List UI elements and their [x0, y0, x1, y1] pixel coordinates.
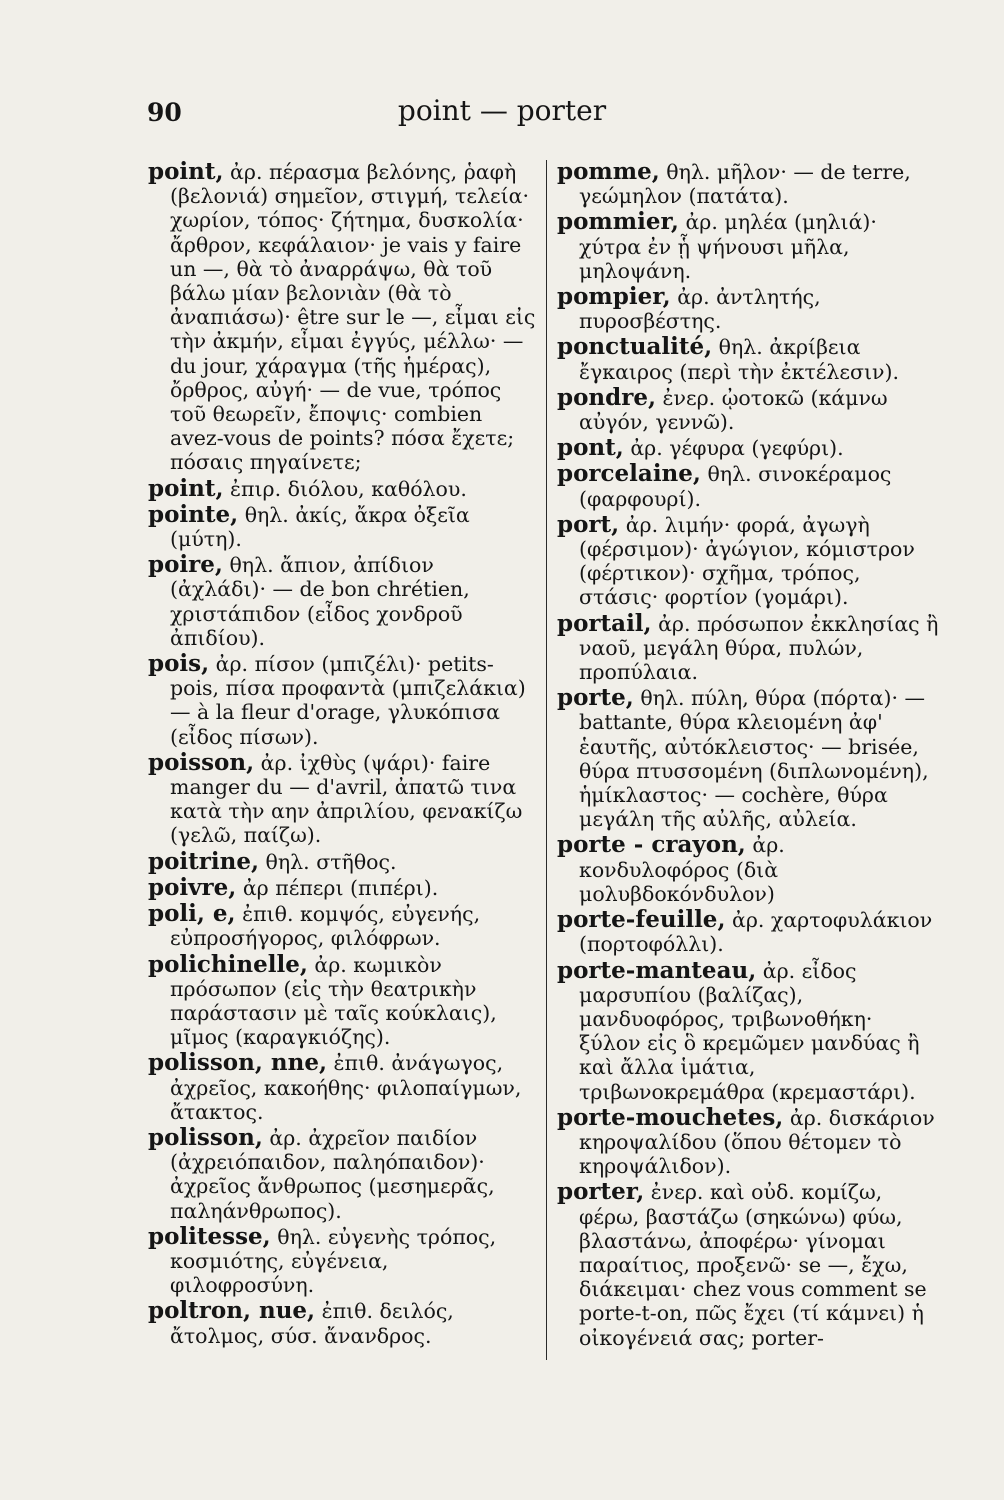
- entry-headword: pommier,: [557, 208, 679, 236]
- entry-definition: ἐπιθ. κομψός, εὐγενής, εὐπροσήγορος, φιλόφρων.: [170, 902, 481, 951]
- entry-headword: polisson,: [148, 1123, 263, 1151]
- dictionary-entry: [148, 748, 536, 848]
- dictionary-entry: [557, 383, 939, 435]
- entry-headword: poli, e,: [148, 900, 236, 928]
- dictionary-entry: [148, 1222, 536, 1298]
- entry-headword: porter,: [557, 1178, 645, 1206]
- page-header: [0, 94, 1004, 134]
- dictionary-entry: [148, 1051, 536, 1124]
- entry-headword: poivre,: [148, 873, 237, 901]
- dictionary-entry: [557, 510, 939, 610]
- entry-definition: θηλ. ἀκρίβεια ἔγκαιρος (περὶ τὴν ἐκτέλεσιν).: [579, 335, 900, 384]
- entry-headword: porcelaine,: [557, 460, 701, 488]
- entry-definition: ἀρ πέπερι (πιπέρι).: [242, 875, 439, 900]
- entry-headword: portail,: [557, 609, 652, 637]
- dictionary-entry: [148, 847, 536, 875]
- dictionary-entry: [148, 950, 536, 1050]
- entry-headword: poitrine,: [148, 847, 260, 875]
- entry-definition: ἀρ. ἀντλητής, πυροσβέστης.: [579, 285, 821, 334]
- dictionary-entry: [557, 1180, 939, 1349]
- entry-headword: ponctualité,: [557, 333, 713, 361]
- page-number: 90: [147, 98, 182, 127]
- entry-headword: poisson,: [148, 748, 255, 776]
- entry-definition: ἀρ. μηλέα (μηλιά)· χύτρα ἐν ᾗ ψήνουσι μῆλα, μηλοψάνη.: [579, 210, 877, 283]
- entry-headword: porte,: [557, 684, 634, 712]
- entry-definition: ἐπιρ. διόλου, καθόλου.: [230, 476, 467, 501]
- entry-headword: pondre,: [557, 383, 656, 411]
- dictionary-entry: [557, 833, 939, 906]
- right-column: [557, 160, 939, 1352]
- entry-headword: port,: [557, 510, 620, 538]
- entry-headword: poltron, nue,: [148, 1297, 316, 1325]
- entry-definition: θηλ. ἄπιον, ἀπίδιον (ἀχλάδι)· — de bon chrétien, χριστάπιδον (εἶδος χονδροῦ ἀπιδίου).: [170, 553, 470, 650]
- entry-headword: porte-manteau,: [557, 956, 757, 984]
- entry-definition: ἀρ. πρόσωπον ἐκκλησίας ἢ ναοῦ, μεγάλη θύρα, πυλών, προπύλαια.: [579, 611, 939, 685]
- dictionary-entry: [148, 1299, 536, 1347]
- entry-definition: θηλ. πύλη, θύρα (πόρτα)· — battante, θύρα κλειομένη ἀφ' ἑαυτῆς, αὐτόκλειστος· — brisée, θύρα πτυσσομένη (διπλωνομένη), ἡμίκλαστος· — cochère, θύρα μεγάλη τῆς αὐλῆς, αὐλεία.: [579, 686, 929, 832]
- entry-definition: ἀρ. κονδυλοφόρος (διὰ μολυβδοκόνδυλον): [579, 833, 785, 906]
- entry-headword: pointe,: [148, 500, 239, 528]
- entry-definition: θηλ. εὐγενὴς τρόπος, κοσμιότης, εὐγένεια, φιλοφροσύνη.: [170, 1224, 497, 1298]
- entry-definition: ἀρ. χαρτοφυλάκιον (πορτοφόλλι).: [579, 908, 933, 957]
- dictionary-entry: [557, 956, 939, 1104]
- dictionary-entry: [557, 210, 939, 283]
- entry-headword: polichinelle,: [148, 950, 308, 978]
- entry-definition: ἐπιθ. δειλός, ἄτολμος, σύσ. ἄνανδρος.: [170, 1299, 454, 1348]
- entry-headword: polisson, nne,: [148, 1049, 327, 1077]
- column-divider: [546, 160, 547, 1360]
- entry-definition: ἀρ. πέρασμα βελόνης, ῥαφὴ (βελονιά) σημεῖον, στιγμή, τελεία· χωρίον, τόπος· ζήτημα, δυσκολία· ἄρθρον, κεφάλαιον· je vais y faire un —, θὰ τὸ ἀναρράψω, θὰ τοῦ βάλω μίαν βελονιὰν (θὰ τὸ ἀναπιάσω)· être sur le —, εἶμαι εἰς τὴν ἀκμήν, εἶμαι ἐγγύς, μέλλω· — du jour, χάραγμα (τῆς ἡμέρας), ὄρθρος, αὐγή· — de vue, τρόπος τοῦ θεωρεῖν, ἔποψις· combien avez-vous de points? πόσα ἔχετε; πόσαις πηγαίνετε;: [170, 160, 536, 475]
- dictionary-entry: [148, 902, 536, 950]
- entry-headword: pois,: [148, 650, 210, 678]
- entry-definition: ἀρ. εἶδος μαρσυπίου (βαλίζας), μανδυοφόρος, τριβωνοθήκη· ξύλον εἰς ὃ κρεμῶμεν μανδύας ἢ καὶ ἄλλα ἱμάτια, τριβωνοκρεμάθρα (κρεμαστάρι).: [579, 958, 920, 1104]
- entry-definition: ἀρ. δισκάριον κηροψαλίδου (ὅπου θέτομεν τὸ κηροψάλιδον).: [579, 1105, 935, 1179]
- running-title: point — porter: [397, 94, 607, 127]
- entry-headword: politesse,: [148, 1222, 271, 1250]
- entry-definition: ἀρ. ἀχρεῖον παιδίον (ἀχρειόπαιδον, παληόπαιδον)· ἀχρεῖος ἄνθρωπος (μεσημερᾶς, παληάνθρωπος).: [170, 1125, 495, 1223]
- entry-definition: ἐνερ. ᾠοτοκῶ (κάμνω αὐγόν, γεννῶ).: [579, 385, 888, 435]
- entry-headword: point,: [148, 158, 224, 185]
- entry-headword: porte-feuille,: [557, 906, 726, 934]
- dictionary-entry: [557, 285, 939, 333]
- dictionary-entry: [148, 652, 536, 749]
- entry-definition: θηλ. σινοκέραμος (φαρφουρί).: [579, 462, 892, 511]
- entry-headword: pont,: [557, 434, 624, 462]
- left-column: [148, 160, 536, 1350]
- entry-headword: pomme,: [557, 158, 660, 185]
- dictionary-entry: [557, 908, 939, 956]
- entry-definition: ἀρ. κωμικὸν πρόσωπον (εἰς τὴν θεατρικὴν παράστασιν μὲ ταῖς κούκλαις), μῖμος (καραγκιόζης).: [170, 952, 497, 1050]
- entry-definition: θηλ. στῆθος.: [265, 849, 397, 874]
- entry-definition: ἐπιθ. ἀνάγωγος, ἀχρεῖος, κακοήθης· φιλοπαίγμων, ἄτακτος.: [170, 1051, 522, 1124]
- dictionary-entry: [557, 335, 939, 383]
- entry-headword: poire,: [148, 551, 223, 579]
- dictionary-entry: [148, 474, 536, 502]
- dictionary-entry: [148, 500, 536, 552]
- dictionary-entry: [557, 1103, 939, 1179]
- dictionary-entry: [557, 160, 939, 208]
- dictionary-entry: [148, 873, 536, 901]
- entry-definition: ἀρ. γέφυρα (γεφύρι).: [630, 436, 844, 461]
- entry-headword: porte - crayon,: [557, 831, 746, 859]
- entry-definition: ἀρ. πίσον (μπιζέλι)· petits-pois, πίσα προφαντὰ (μπιζελάκια) — à la fleur d'orage, γλυκόπισα (εἶδος πίσων).: [170, 652, 526, 749]
- entry-definition: θηλ. ἀκίς, ἄκρα ὀξεῖα (μύτη).: [170, 502, 470, 552]
- dictionary-entry: [557, 436, 939, 460]
- entry-definition: ἀρ. ἰχθὺς (ψάρι)· faire manger du — d'avril, ἀπατῶ τινα κατὰ τὴν αην ἀπριλίου, φενακίζω (γελῶ, παίζω).: [170, 750, 523, 848]
- dictionary-entry: [557, 462, 939, 510]
- dictionary-entry: [557, 686, 939, 831]
- entry-definition: ἐνερ. καὶ οὐδ. κομίζω, φέρω, βαστάζω (σηκώνω) φύω, βλαστάνω, ἀποφέρω· γίνομαι παραίτιος, προξενῶ· se —, ἔχω, διάκειμαι· chez vous comment se porte-t-on, πῶς ἔχει (τί κάμνει) ἡ οἰκογένειά σας; porter-: [579, 1180, 927, 1350]
- entry-definition: θηλ. μῆλον· — de terre, γεώμηλον (πατάτα).: [579, 160, 911, 209]
- dictionary-entry: [557, 609, 939, 685]
- entry-headword: point,: [148, 474, 224, 502]
- entry-definition: ἀρ. λιμήν· φορά, ἀγωγὴ (φέρσιμον)· ἀγώγιον, κόμιστρον (φέρτικον)· σχῆμα, τρόπος, στάσις· φορτίον (γομάρι).: [579, 512, 915, 610]
- entry-headword: porte-mouchetes,: [557, 1103, 784, 1131]
- entry-headword: pompier,: [557, 283, 671, 311]
- dictionary-entry: [148, 1123, 536, 1223]
- dictionary-entry: [148, 553, 536, 650]
- dictionary-entry: [148, 160, 536, 475]
